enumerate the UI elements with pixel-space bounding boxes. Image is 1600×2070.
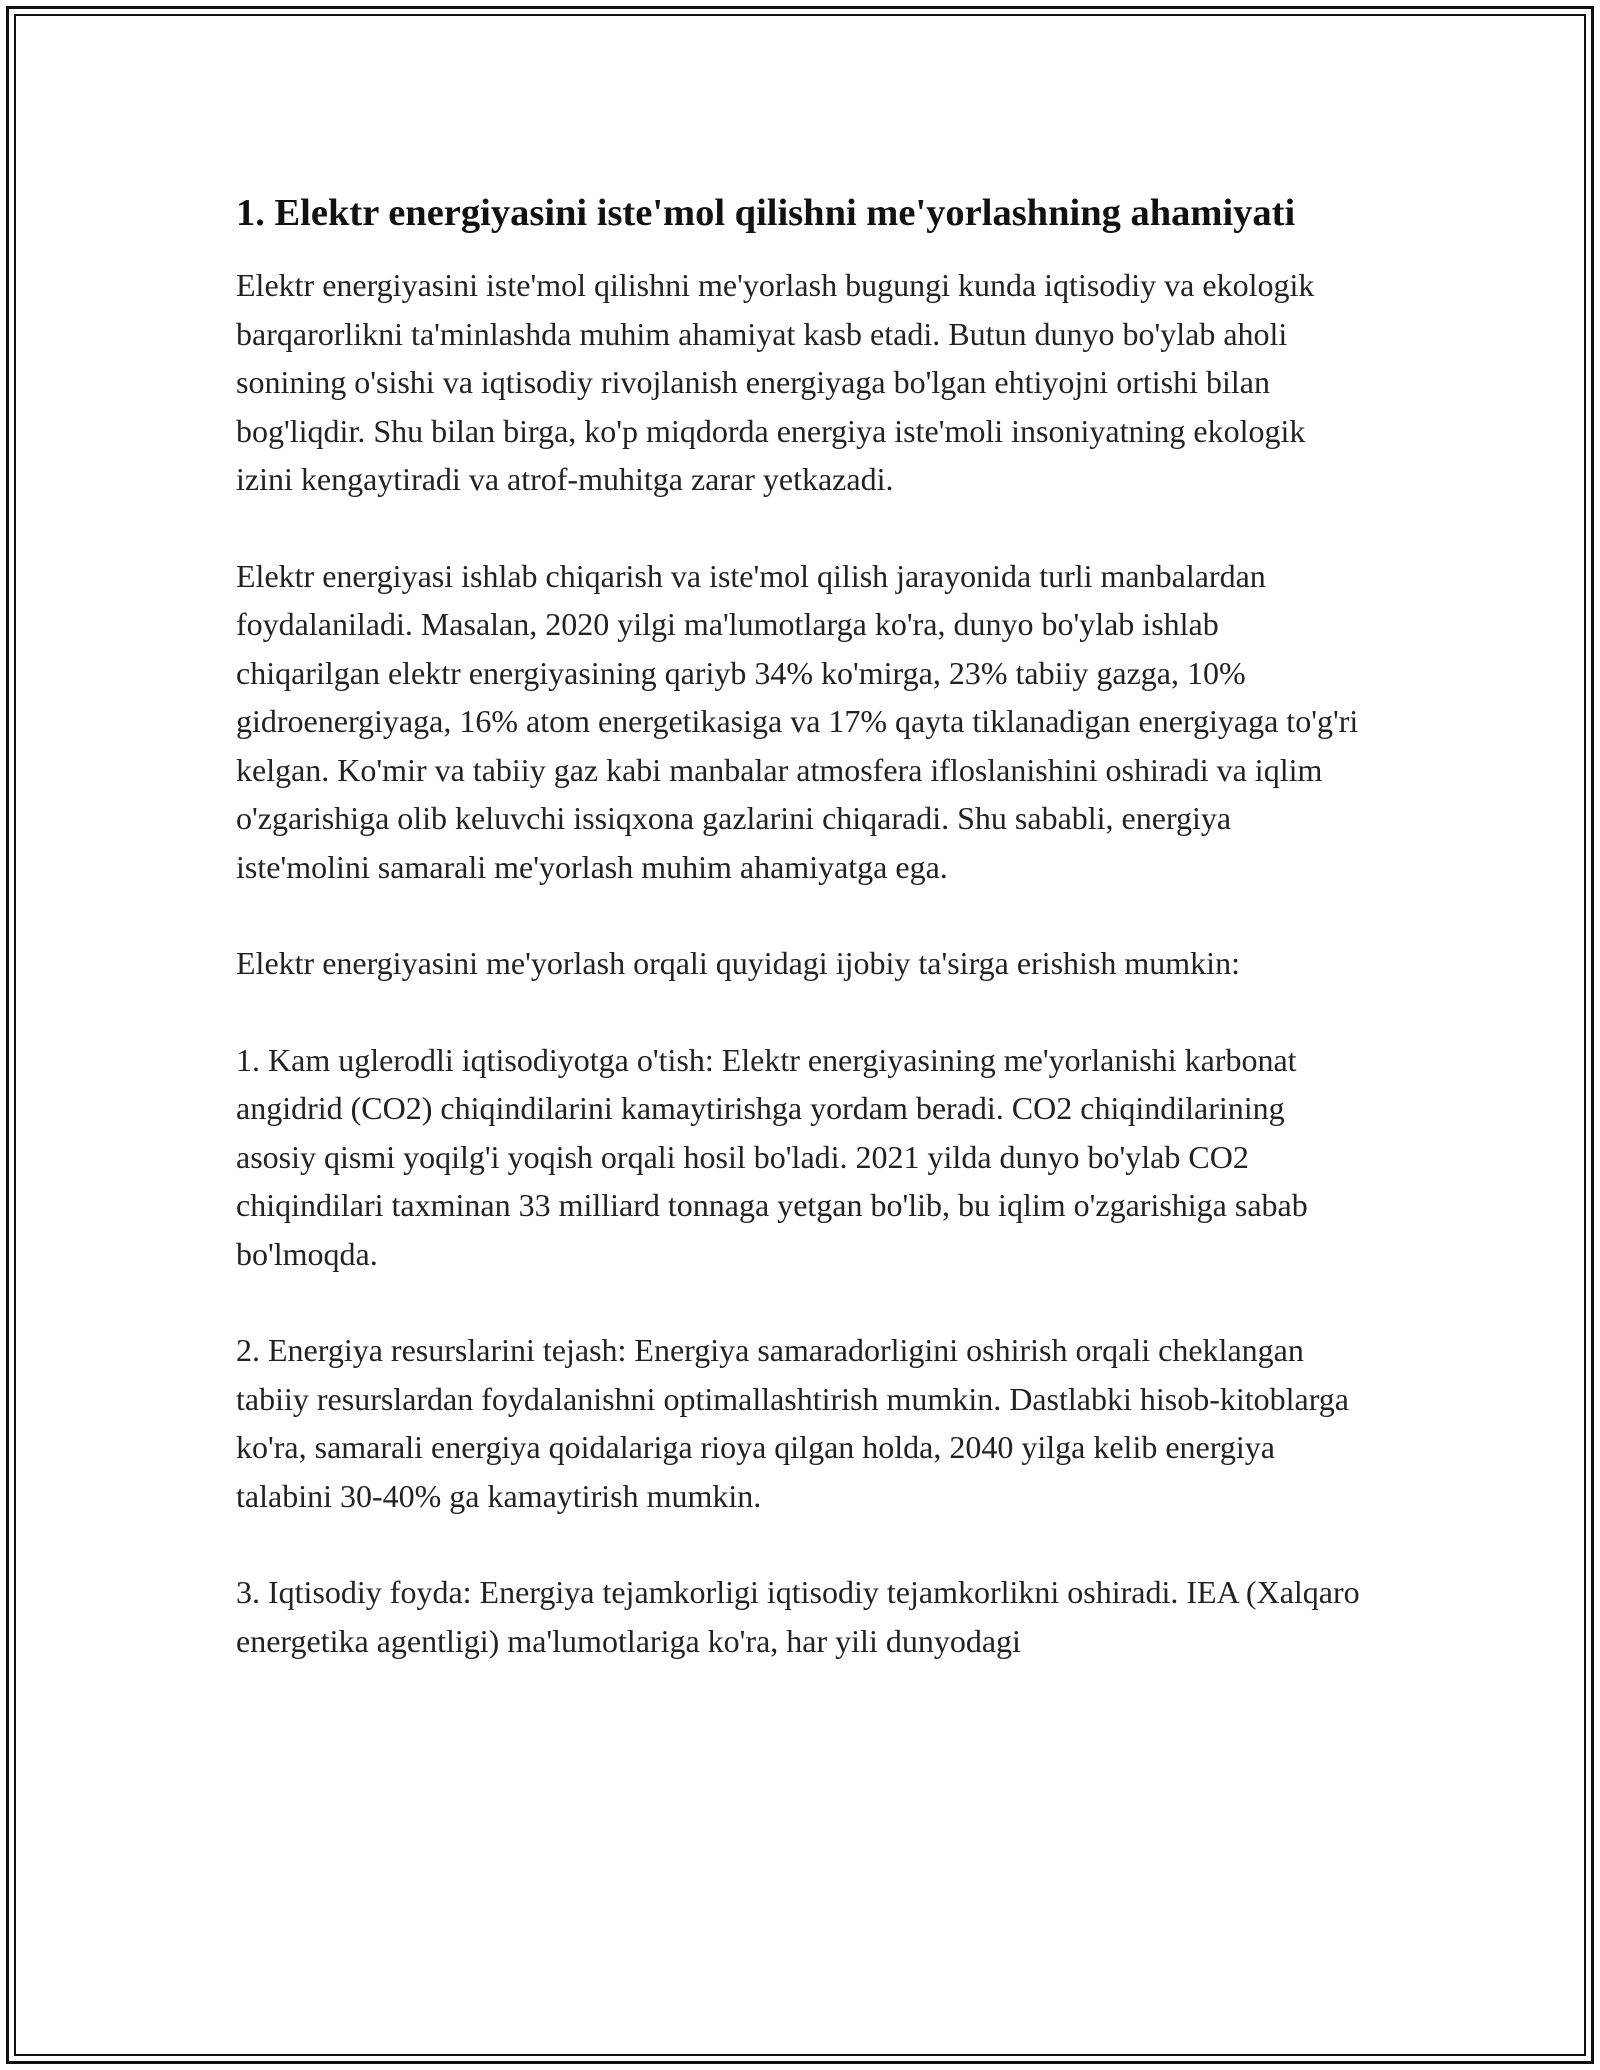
paragraph-energy-sources: Elektr energiyasi ishlab chiqarish va iste'mol qilish jarayonida turli manbalardan foydalaniladi. Masalan, 2020 yilgi ma'lumotlarga ko'ra, dunyo bo'ylab ishlab chiqarilgan elektr energiyasining qariyb 34% ko'mirga, 23% tabiiy gazga, 10% gidroenergiyaga, 16% atom energetikasiga va 17% qayta tiklanadigan energiyaga to'g'ri kelgan. Ko'mir va tabiiy gaz kabi manbalar atmosfera ifloslanishini oshiradi va iqlim o'zgarishiga olib keluvchi issiqxona gazlarini chiqaradi. Shu sababli, energiya iste'molini samarali me'yorlash muhim ahamiyatga ega. [236,557,1359,885]
paragraph-benefits-intro: Elektr energiyasini me'yorlash orqali quyidagi ijobiy ta'sirga erishish mumkin: [236,945,1240,981]
list-item-low-carbon: 1. Kam uglerodli iqtisodiyotga o'tish: Elektr energiyasining me'yorlanishi karbonat angidrid (CO2) chiqindilarini kamaytirishga yordam beradi. CO2 chiqindilarining asosiy qismi yoqilg'i yoqish orqali hosil bo'ladi. 2021 yilda dunyo bo'ylab CO2 chiqindilari taxminan 33 milliard tonnaga yetgan bo'lib, bu iqlim o'zgarishiga sabab bo'lmoqda. [236,1041,1308,1272]
document-body [236,186,1366,1713]
paragraph-intro: Elektr energiyasini iste'mol qilishni me'yorlash bugungi kunda iqtisodiy va ekologik barqarorlikni ta'minlashda muhim ahamiyat kasb etadi. Butun dunyo bo'ylab aholi sonining o'sishi va iqtisodiy rivojlanish energiyaga bo'lgan ehtiyojni ortishi bilan bog'liqdir. Shu bilan birga, ko'p miqdorda energiya iste'moli insoniyatning ekologik izini kengaytiradi va atrof-muhitga zarar yetkazadi. [236,267,1315,497]
list-item-economic-benefit: 3. Iqtisodiy foyda: Energiya tejamkorligi iqtisodiy tejamkorlikni oshiradi. IEA (Xalqaro energetika agentligi) ma'lumotlariga ko'ra, har yili dunyodagi [236,1574,1360,1659]
list-item-resource-saving: 2. Energiya resurslarini tejash: Energiya samaradorligini oshirish orqali cheklangan tabiiy resurslardan foydalanishni optimallashtirish mumkin. Dastlabki hisob-kitoblarga ko'ra, samarali energiya qoidalariga rioya qilgan holda, 2040 yilga kelib energiya talabini 30-40% ga kamaytirish mumkin. [236,1332,1349,1514]
section-heading: 1. Elektr energiyasini iste'mol qilishni me'yorlashning ahamiyati [236,192,1296,234]
